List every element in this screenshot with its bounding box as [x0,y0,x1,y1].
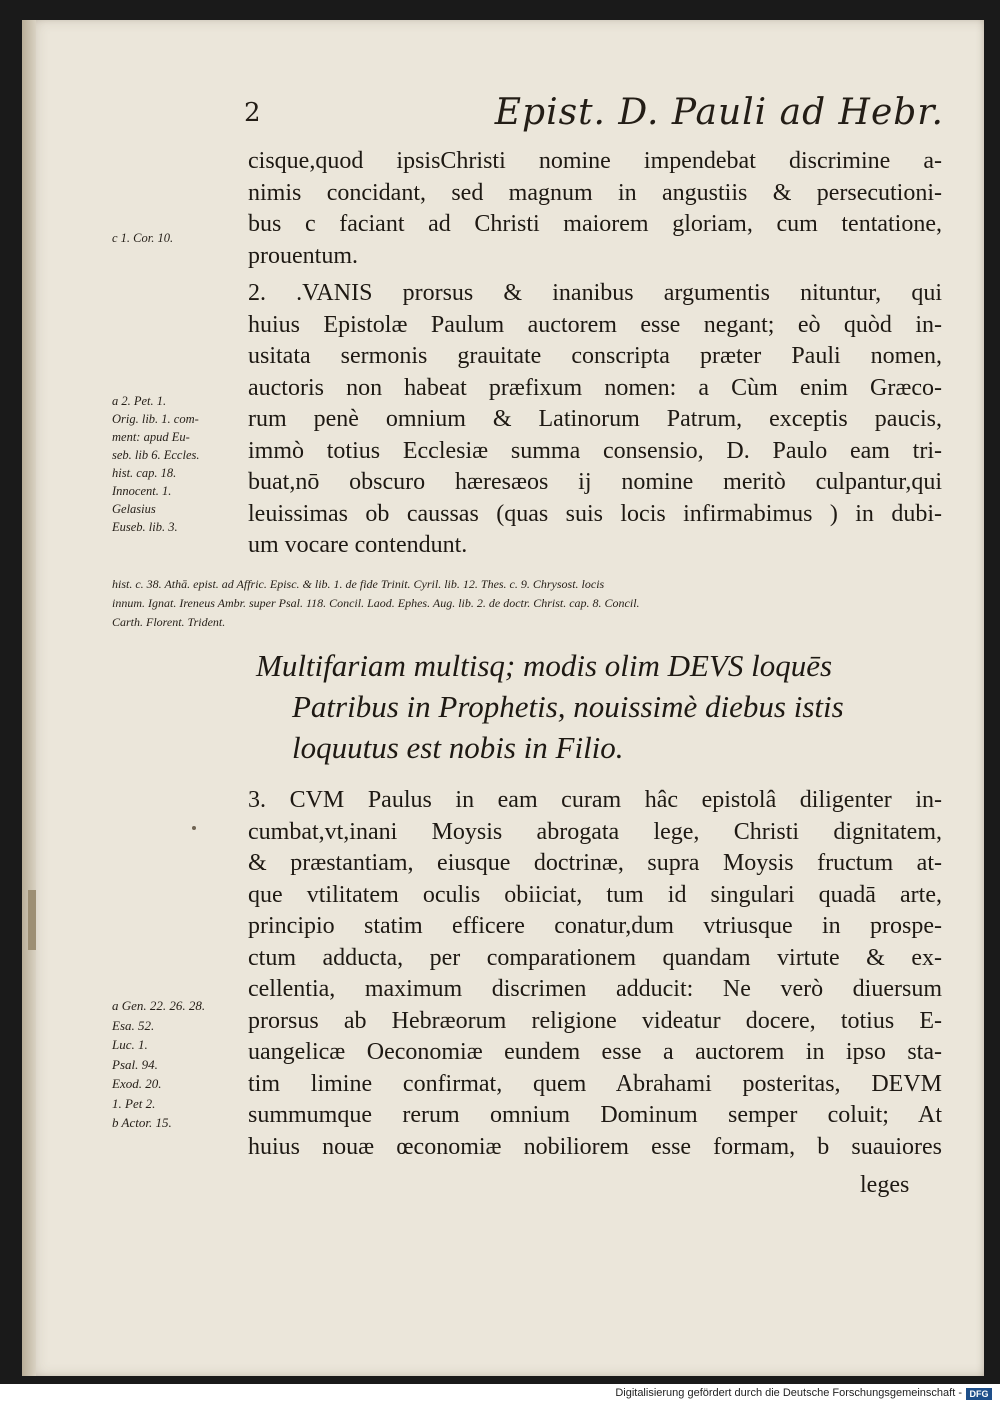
margin-line: b Actor. 15. [112,1115,172,1130]
ink-speck [192,826,196,830]
margin-line: Orig. lib. 1. com- [112,412,199,426]
footnote-line: hist. c. 38. Athā. epist. ad Affric. Episc. & lib. 1. de fide Trinit. Cyril. lib. 12. Thes. c. 9. Chrysost. locis [112,577,605,591]
text-line: & præstantiam, eiusque doctrinæ, supra Moysis fructum at- [248,850,942,876]
footnote-line: innum. Ignat. Ireneus Ambr. super Psal. 118. Concil. Laod. Ephes. Aug. lib. 2. de doctr. Christ. cap. 8. Concil. [112,596,640,610]
verse-line: loquutus est nobis in Filio. [292,730,624,765]
funding-credit: Digitalisierung gefördert durch die Deutsche Forschungsgemeinschaft - [615,1387,962,1399]
margin-line: Luc. 1. [112,1037,148,1052]
text-line: cellentia, maximum discrimen adducit: Ne verò diuersum [248,976,942,1002]
verse-line: Patribus in Prophetis, nouissimè diebus istis [292,689,844,724]
paragraph-3 [248,785,942,1163]
text-line: principio statim efficere conatur,dum vtriusque in prospe- [248,913,942,939]
text-line: summumque rerum omnium Dominum semper coluit; At [248,1102,942,1128]
text-line: rum penè omnium & Latinorum Patrum, exceptis paucis, [248,406,942,432]
margin-line: Exod. 20. [112,1076,162,1091]
text-line: tim limine confirmat, quem Abrahami posteritas, DEVM [248,1070,942,1097]
margin-line: Euseb. lib. 3. [112,520,178,534]
text-line: nimis concidant, sed magnum in angustiis & persecutioni- [248,179,942,206]
text-line: 2. .VANIS prorsus & inanibus argumentis nituntur, qui [248,280,942,306]
catchword: leges [860,1172,910,1198]
margin-line: hist. cap. 18. [112,466,177,480]
marginal-note-2 [112,392,247,536]
text-line: huius nouæ œconomiæ nobiliorem esse formam, b suauiores [248,1133,942,1160]
margin-line: a 2. Pet. 1. [112,394,167,408]
text-line: huius Epistolæ Paulum auctorem esse negant; eò quòd in- [248,311,942,338]
text-block-continuation [248,146,942,272]
margin-line: Gelasius [112,502,156,516]
marginal-note-1 [112,229,247,247]
text-line: cisque,quod ipsisChristi nomine impendebat discrimine a- [248,148,942,174]
verse-line: Multifariam multisq; modis olim DEVS loquēs [256,648,833,683]
footnote-line: Carth. Florent. Trident. [112,615,226,629]
page-number: 2 [244,98,261,128]
text-line: prorsus ab Hebræorum religione videatur docere, totius E- [248,1007,942,1034]
paragraph-2 [248,278,942,562]
margin-line: a Gen. 22. 26. 28. [112,998,206,1013]
text-line: immò totius Ecclesiæ summa consensio, D. Paulo eam tri- [248,437,942,464]
margin-line: Innocent. 1. [112,484,172,498]
binding-tab [28,890,36,950]
running-title: Epist. D. Pauli ad Hebr. [494,92,944,133]
page-header [244,92,944,142]
text-line: um vocare contendunt. [248,532,468,558]
text-line: prouentum. [248,242,358,269]
marginal-note-3 [112,996,247,1133]
text-line: usitata sermonis grauitate conscripta præter Pauli nomen, [248,343,942,369]
margin-line: Psal. 94. [112,1056,158,1072]
text-line: buat,nō obscuro hæresæos ij nomine meritò culpantur,qui [248,469,942,495]
dfg-logo-icon: DFG [966,1388,992,1400]
margin-line: c 1. Cor. 10. [112,231,174,245]
text-line: que vtilitatem oculis obiiciat, tum id singulari quadā arte, [248,881,942,908]
text-line: 3. CVM Paulus in eam curam hâc epistolâ diligenter in- [248,787,942,813]
margin-line: Esa. 52. [112,1017,155,1033]
footer-bar [0,1384,1000,1404]
text-line: bus c faciant ad Christi maiorem gloriam, cum tentatione, [248,211,942,237]
marginal-note-overflow [112,575,942,632]
scripture-verse [256,645,946,768]
text-line: uangelicæ Oeconomiæ eundem esse a auctorem in ipso sta- [248,1039,942,1065]
margin-line: seb. lib 6. Eccles. [112,448,200,462]
margin-line: 1. Pet 2. [112,1095,156,1111]
text-line: leuissimas ob caussas (quas suis locis infirmabimus ) in dubi- [248,500,942,527]
margin-line: ment: apud Eu- [112,430,190,444]
text-line: ctum adducta, per comparationem quandam virtute & ex- [248,944,942,971]
text-line: auctoris non habeat præfixum nomen: a Cùm enim Græco- [248,374,942,401]
text-line: cumbat,vt,inani Moysis abrogata lege, Christi dignitatem, [248,818,942,845]
